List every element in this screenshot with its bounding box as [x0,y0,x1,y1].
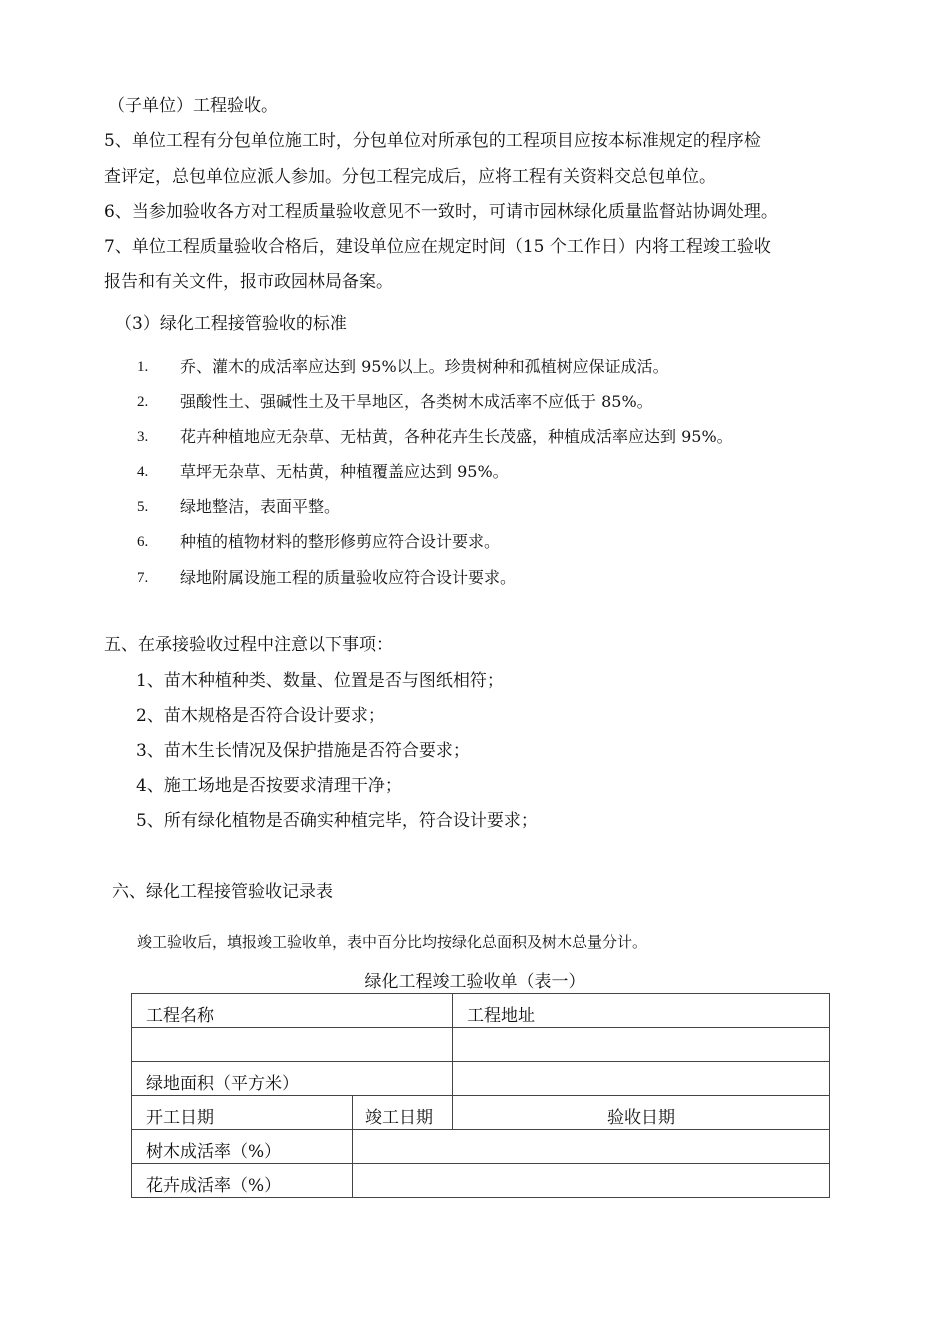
standard-text: 绿地附属设施工程的质量验收应符合设计要求。 [180,568,517,587]
flower-survival-value[interactable] [353,1164,830,1198]
standard-text: 强酸性土、强碱性土及干旱地区，各类树木成活率不应低于 85%。 [180,392,653,411]
standard-num: 3. [137,429,149,445]
flower-survival-label: 花卉成活率（%） [132,1164,353,1198]
standard-num: 4. [137,464,149,480]
standard-num: 5. [137,499,149,515]
standard-text: 花卉种植地应无杂草、无枯黄，各种花卉生长茂盛，种植成活率应达到 95%。 [180,427,733,446]
standard-text: 种植的植物材料的整形修剪应符合设计要求。 [180,532,501,551]
project-name-value[interactable] [132,1028,453,1062]
section6-note: 竣工验收后，填报竣工验收单，表中百分比均按绿化总面积及树木总量分计。 [137,933,648,951]
section5-item: 3、苗木生长情况及保护措施是否符合要求； [136,741,470,761]
completion-date-label: 竣工日期 [353,1096,453,1130]
section5-item: 5、所有绿化植物是否确实种植完毕，符合设计要求； [136,811,538,831]
form-caption: 绿化工程竣工验收单（表一） [364,972,586,992]
section5-heading: 五、在承接验收过程中注意以下事项： [104,635,393,655]
paragraph-subunit: （子单位）工程验收。 [108,96,278,116]
standard-text: 绿地整洁，表面平整。 [180,497,341,516]
section5-item: 1、苗木种植种类、数量、位置是否与图纸相符； [136,671,504,691]
standard-text: 草坪无杂草、无枯黄，种植覆盖应达到 95%。 [180,462,509,481]
acceptance-date-label: 验收日期 [453,1096,830,1130]
standards-heading: （3）绿化工程接管验收的标准 [115,314,347,334]
project-name-label: 工程名称 [132,994,453,1028]
paragraph-item-5-line1: 5、单位工程有分包单位施工时，分包单位对所承包的工程项目应按本标准规定的程序检 [104,131,761,151]
start-date-label: 开工日期 [132,1096,353,1130]
paragraph-item-6: 6、当参加验收各方对工程质量验收意见不一致时，可请市园林绿化质量监督站协调处理。 [104,202,778,222]
standard-text: 乔、灌木的成活率应达到 95%以上。珍贵树种和孤植树应保证成活。 [180,357,669,376]
standard-num: 6. [137,534,149,550]
section5-item: 2、苗木规格是否符合设计要求； [136,706,385,726]
green-area-value[interactable] [453,1062,830,1096]
project-address-label: 工程地址 [453,994,830,1028]
standard-num: 7. [137,570,149,586]
acceptance-form-table [131,993,830,1198]
section6-heading: 六、绿化工程接管验收记录表 [112,882,333,902]
green-area-label: 绿地面积（平方米） [132,1062,453,1096]
paragraph-item-7-line2: 报告和有关文件，报市政园林局备案。 [104,272,393,292]
tree-survival-label: 树木成活率（%） [132,1130,353,1164]
standard-num: 1. [137,359,149,375]
standard-num: 2. [137,394,149,410]
tree-survival-value[interactable] [353,1130,830,1164]
paragraph-item-7-line1: 7、单位工程质量验收合格后，建设单位应在规定时间（15 个工作日）内将工程竣工验收 [104,237,771,257]
paragraph-item-5-line2: 查评定，总包单位应派人参加。分包工程完成后，应将工程有关资料交总包单位。 [104,167,716,187]
section5-item: 4、施工场地是否按要求清理干净； [136,776,402,796]
project-address-value[interactable] [453,1028,830,1062]
